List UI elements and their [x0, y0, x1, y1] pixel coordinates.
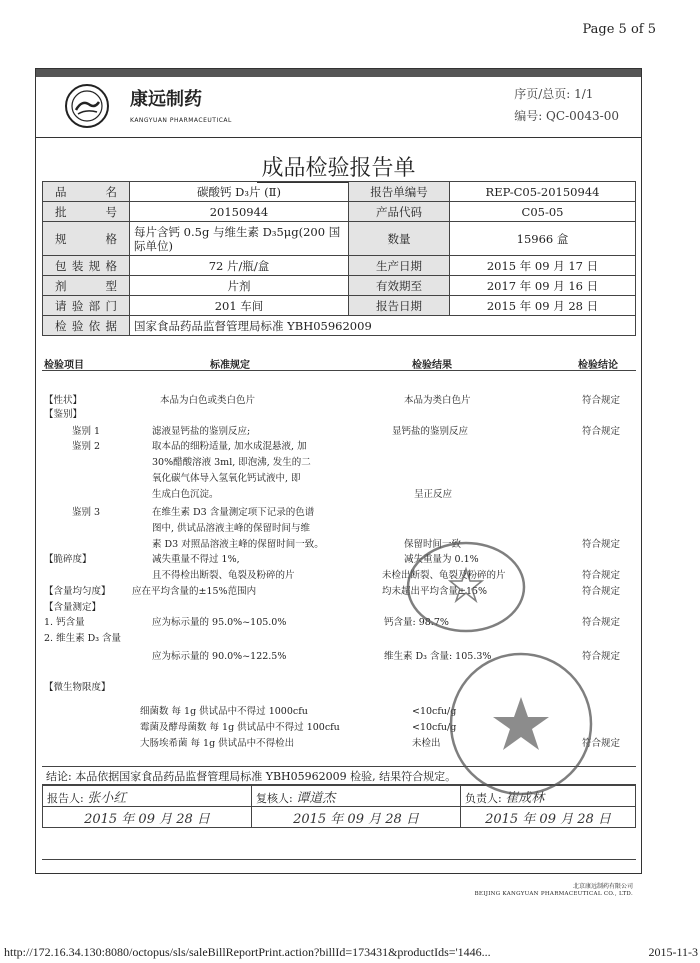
- company-name-en: KANGYUAN PHARMACEUTICAL: [130, 117, 232, 124]
- item-standard: 30%醋酸溶液 3ml, 即泡沸, 发生的二: [152, 457, 311, 468]
- item-conclusion: 符合规定: [582, 539, 621, 550]
- reporter-label: 报告人:: [47, 791, 84, 805]
- page-number: Page 5 of 5: [582, 22, 656, 37]
- top-bar: [36, 69, 641, 77]
- item-result: 呈正反应: [414, 489, 453, 500]
- item-label: 2. 维生素 D₃ 含量: [44, 633, 122, 644]
- item-label: 【含量均匀度】: [44, 586, 111, 597]
- item-result: 本品为类白色片: [404, 395, 471, 406]
- company-seal-icon: [446, 649, 596, 799]
- item-standard: 素 D3 对照品溶液主峰的保留时间一致。: [152, 539, 324, 550]
- product-code: C05-05: [450, 202, 636, 222]
- quantity: 15966 盒: [450, 222, 636, 256]
- print-date: 2015-11-3: [648, 945, 698, 959]
- browser-url: http://172.16.34.130:8080/octopus/sls/saleBillReportPrint.action?billId=173431&productIds='1446...: [4, 945, 491, 959]
- reviewer-date: 2015 年 09 月 28 日: [252, 807, 461, 828]
- item-standard: 减失重量不得过 1%,: [152, 554, 240, 565]
- report-header: [36, 77, 641, 138]
- item-conclusion: 符合规定: [582, 617, 621, 628]
- footer-company-cn: 北京康远制药有限公司: [572, 883, 633, 890]
- item-standard: 氧化碳气体导入氢氧化钙试液中, 即: [152, 473, 301, 484]
- item-result: 钙含量: 98.7%: [384, 617, 449, 628]
- item-result: <10cfu/g: [412, 706, 457, 717]
- specification: 每片含钙 0.5g 与维生素 D₃5μg(200 国际单位): [130, 222, 349, 256]
- item-result: <10cfu/g: [412, 722, 457, 733]
- item-label: 【性状】: [44, 395, 83, 406]
- company-logo-icon: [64, 83, 110, 129]
- product-info-table: 品名 碳酸钙 D₃片 (Ⅱ) 报告单编号 REP-C05-20150944 批号 20150944 产品代码 C05-05 规格 每片含钙 0.5g 与维生素 D₃5μg(200 国际单位) 数量 15966 盒 包装规格 72 片/瓶/盒 生产日期 2015 年 09 月 17 日 剂型 片剂 有效期至 2017 年 09 月 16 日 请验部门 201 车间 报告日期 2015 年 09 月 28 日 检验依据 国家食品药品监督管理局标准 YBH05962009: [42, 181, 636, 336]
- package-spec: 72 片/瓶/盒: [130, 256, 349, 276]
- item-standard: 取本品的细粉适量, 加水成混悬液, 加: [152, 441, 307, 452]
- report-date: 2015 年 09 月 28 日: [450, 296, 636, 316]
- item-standard: 应在平均含量的±15%范围内: [132, 586, 257, 597]
- report-number: REP-C05-20150944: [450, 182, 636, 202]
- item-result: 未检出: [412, 738, 441, 749]
- item-conclusion: 符合规定: [582, 395, 621, 406]
- item-standard: 细菌数 每 1g 供试品中不得过 1000cfu: [140, 706, 308, 717]
- page-index: 序页/总页: 1/1: [514, 87, 594, 101]
- item-result: 减失重量为 0.1%: [404, 554, 479, 565]
- batch-number: 20150944: [130, 202, 349, 222]
- item-label: 【脆碎度】: [44, 554, 92, 565]
- item-standard: 应为标示量的 90.0%~122.5%: [152, 651, 287, 662]
- report-conclusion: 结论: 本品依据国家食品药品监督管理局标准 YBH05962009 检验, 结果符合规定。: [42, 766, 636, 785]
- reviewer-signature: 谭道杰: [296, 790, 336, 806]
- item-label: 【微生物限度】: [44, 682, 111, 693]
- item-conclusion: 符合规定: [582, 738, 621, 749]
- item-label: 鉴别 1: [72, 426, 101, 437]
- item-label: 【鉴别】: [44, 409, 83, 420]
- footer-company-en: BEIJING KANGYUAN PHARMACEUTICAL CO., LTD.: [474, 891, 633, 897]
- item-standard: 大肠埃希菌 每 1g 供试品中不得检出: [140, 738, 295, 749]
- items-header: 检验项目 标准规定 检验结果 检验结论: [42, 354, 636, 371]
- production-date: 2015 年 09 月 17 日: [450, 256, 636, 276]
- expiry-date: 2017 年 09 月 16 日: [450, 276, 636, 296]
- item-conclusion: 符合规定: [582, 651, 621, 662]
- item-result: 显钙盐的鉴别反应: [392, 426, 469, 437]
- item-result: 保留时间一致: [404, 539, 462, 550]
- product-name: 碳酸钙 D₃片 (Ⅱ): [130, 182, 349, 202]
- qc-stamp-icon: [404, 539, 528, 635]
- page-info: [514, 83, 619, 127]
- footer-divider: [42, 859, 636, 860]
- reporter-signature: 张小红: [87, 790, 127, 806]
- reviewer-label: 复核人:: [256, 791, 293, 805]
- manager-label: 负责人:: [465, 791, 502, 805]
- item-standard: 本品为白色或类白色片: [160, 395, 256, 406]
- item-result: 未检出断裂、龟裂及粉碎的片: [382, 570, 506, 581]
- item-result: 维生素 D₃ 含量: 105.3%: [384, 651, 492, 662]
- inspection-report: [35, 68, 642, 897]
- document-number: 编号: QC-0043-00: [514, 109, 619, 123]
- item-label: 1. 钙含量: [44, 617, 85, 628]
- reporter-date: 2015 年 09 月 28 日: [43, 807, 252, 828]
- item-result: 均未超出平均含量±15%: [382, 586, 488, 597]
- item-standard: 霉菌及酵母菌数 每 1g 供试品中不得过 100cfu: [140, 722, 340, 733]
- item-standard: 在维生素 D3 含量测定项下记录的色谱: [152, 507, 315, 518]
- manager-signature: 崔成林: [505, 790, 545, 806]
- item-label: 【含量测定】: [44, 602, 102, 613]
- inspection-items: [42, 354, 636, 749]
- item-conclusion: 符合规定: [582, 586, 621, 597]
- item-standard: 应为标示量的 95.0%~105.0%: [152, 617, 287, 628]
- inspection-basis: 国家食品药品监督管理局标准 YBH05962009: [130, 316, 636, 336]
- item-standard: 生成白色沉淀。: [152, 489, 219, 500]
- report-title: 成品检验报告单: [36, 151, 641, 182]
- item-standard: 且不得检出断裂、龟裂及粉碎的片: [152, 570, 295, 581]
- dosage-form: 片剂: [130, 276, 349, 296]
- manager-date: 2015 年 09 月 28 日: [461, 807, 636, 828]
- request-department: 201 车间: [130, 296, 349, 316]
- item-conclusion: 符合规定: [582, 426, 621, 437]
- item-standard: 图中, 供试品溶液主峰的保留时间与维: [152, 523, 311, 534]
- item-standard: 滤液显钙盐的鉴别反应;: [152, 426, 251, 437]
- company-name: 康远制药: [130, 89, 202, 110]
- item-label: 鉴别 3: [72, 507, 101, 518]
- item-conclusion: 符合规定: [582, 570, 621, 581]
- item-label: 鉴别 2: [72, 441, 101, 452]
